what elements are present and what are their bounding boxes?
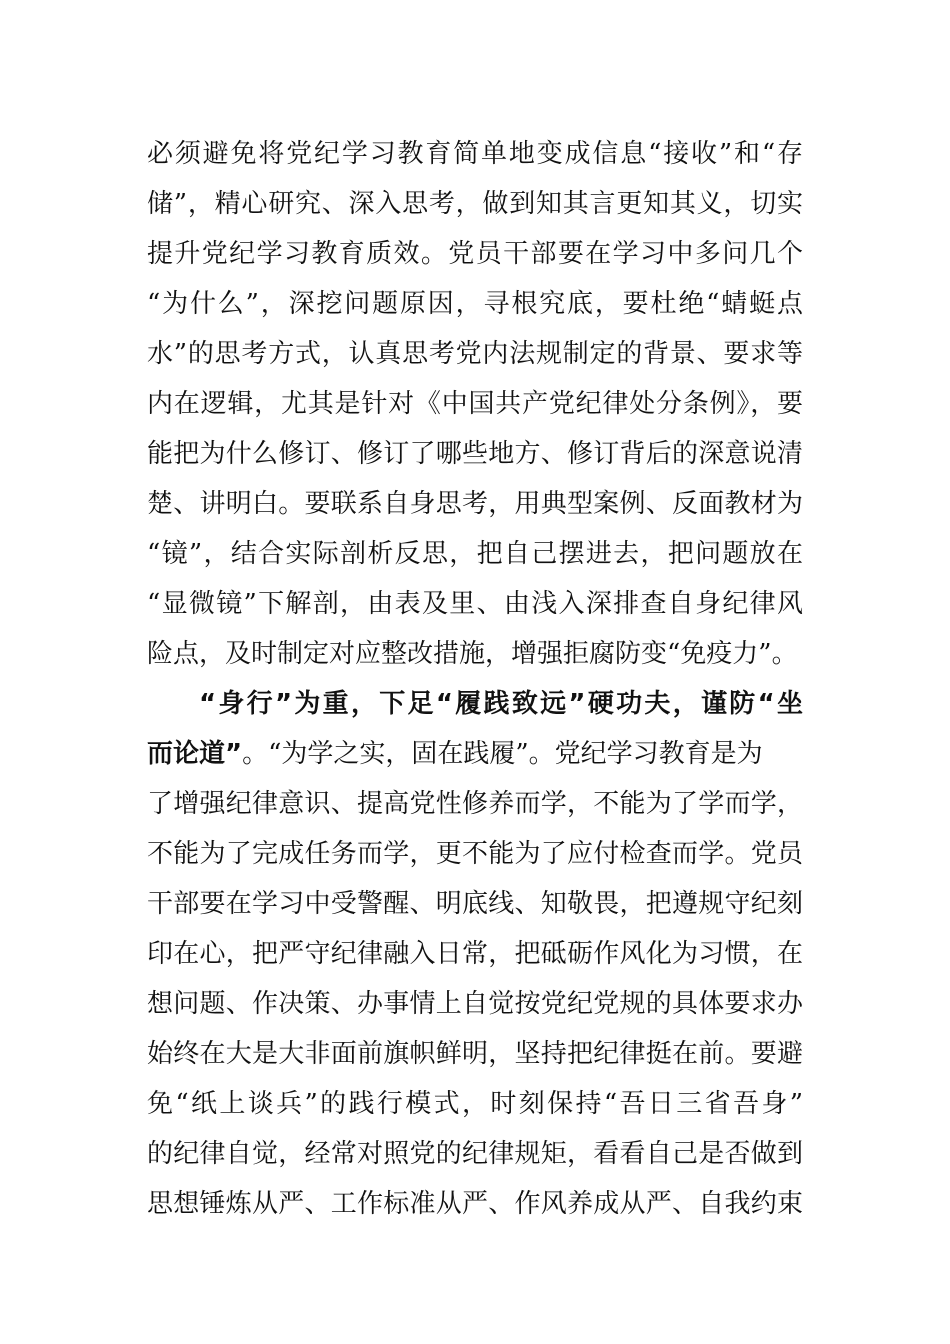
paragraph-1-line-3: 提升党纪学习教育质效。党员干部要在学习中多问几个 <box>147 239 803 269</box>
paragraph-1-line-6: 内在逻辑，尤其是针对《中国共产党纪律处分条例》，要 <box>147 389 803 419</box>
paragraph-1-line-11: 险点，及时制定对应整改措施，增强拒腐防变“免疫力”。 <box>147 639 798 669</box>
paragraph-2-line-8: 始终在大是大非面前旗帜鲜明，坚持把纪律挺在前。要避 <box>147 1039 803 1069</box>
paragraph-1-line-4: “为什么”，深挖问题原因，寻根究底，要杜绝“蜻蜓点 <box>147 289 803 319</box>
paragraph-2-line-10: 的纪律自觉，经常对照党的纪律规矩，看看自己是否做到 <box>147 1139 803 1169</box>
paragraph-2-line-2 <box>147 729 803 779</box>
paragraph-2-heading-tail: 而论道” <box>147 739 243 769</box>
paragraph-2-line-3: 了增强纪律意识、提高党性修养而学，不能为了学而学， <box>147 789 803 819</box>
paragraph-1-line-8: 楚、讲明白。要联系自身思考，用典型案例、反面教材为 <box>147 489 803 519</box>
paragraph-2-line-11: 思想锤炼从严、工作标准从严、作风养成从严、自我约束 <box>147 1189 803 1219</box>
paragraph-1-line-9: “镜”，结合实际剖析反思，把自己摆进去，把问题放在 <box>147 539 803 569</box>
paragraph-1-line-2: 储”，精心研究、深入思考，做到知其言更知其义，切实 <box>147 189 803 219</box>
paragraph-2-line-7: 想问题、作决策、办事情上自觉按党纪党规的具体要求办 <box>147 989 803 1019</box>
paragraph-1-line-7: 能把为什么修订、修订了哪些地方、修订背后的深意说清 <box>147 439 803 469</box>
paragraph-1-line-10: “显微镜”下解剖，由表及里、由浅入深排查自身纪律风 <box>147 589 803 619</box>
paragraph-1-line-5: 水”的思考方式，认真思考党内法规制定的背景、要求等 <box>147 339 803 369</box>
paragraph-2-line-4: 不能为了完成任务而学，更不能为了应付检查而学。党员 <box>147 839 803 869</box>
paragraph-2-line-9: 免“纸上谈兵”的践行模式，时刻保持“吾日三省吾身” <box>147 1089 803 1119</box>
paragraph-2-heading-line-1: “身行”为重，下足“履践致远”硬功夫，谨防“坐 <box>199 689 803 719</box>
paragraph-1-line-1: 必须避免将党纪学习教育简单地变成信息“接收”和“存 <box>147 139 803 169</box>
paragraph-2-line-5: 干部要在学习中受警醒、明底线、知敬畏，把遵规守纪刻 <box>147 889 803 919</box>
paragraph-2-line-6: 印在心，把严守纪律融入日常，把砥砺作风化为习惯，在 <box>147 939 803 969</box>
paragraph-2-line-2-text: 。“为学之实，固在践履”。党纪学习教育是为 <box>242 739 763 769</box>
